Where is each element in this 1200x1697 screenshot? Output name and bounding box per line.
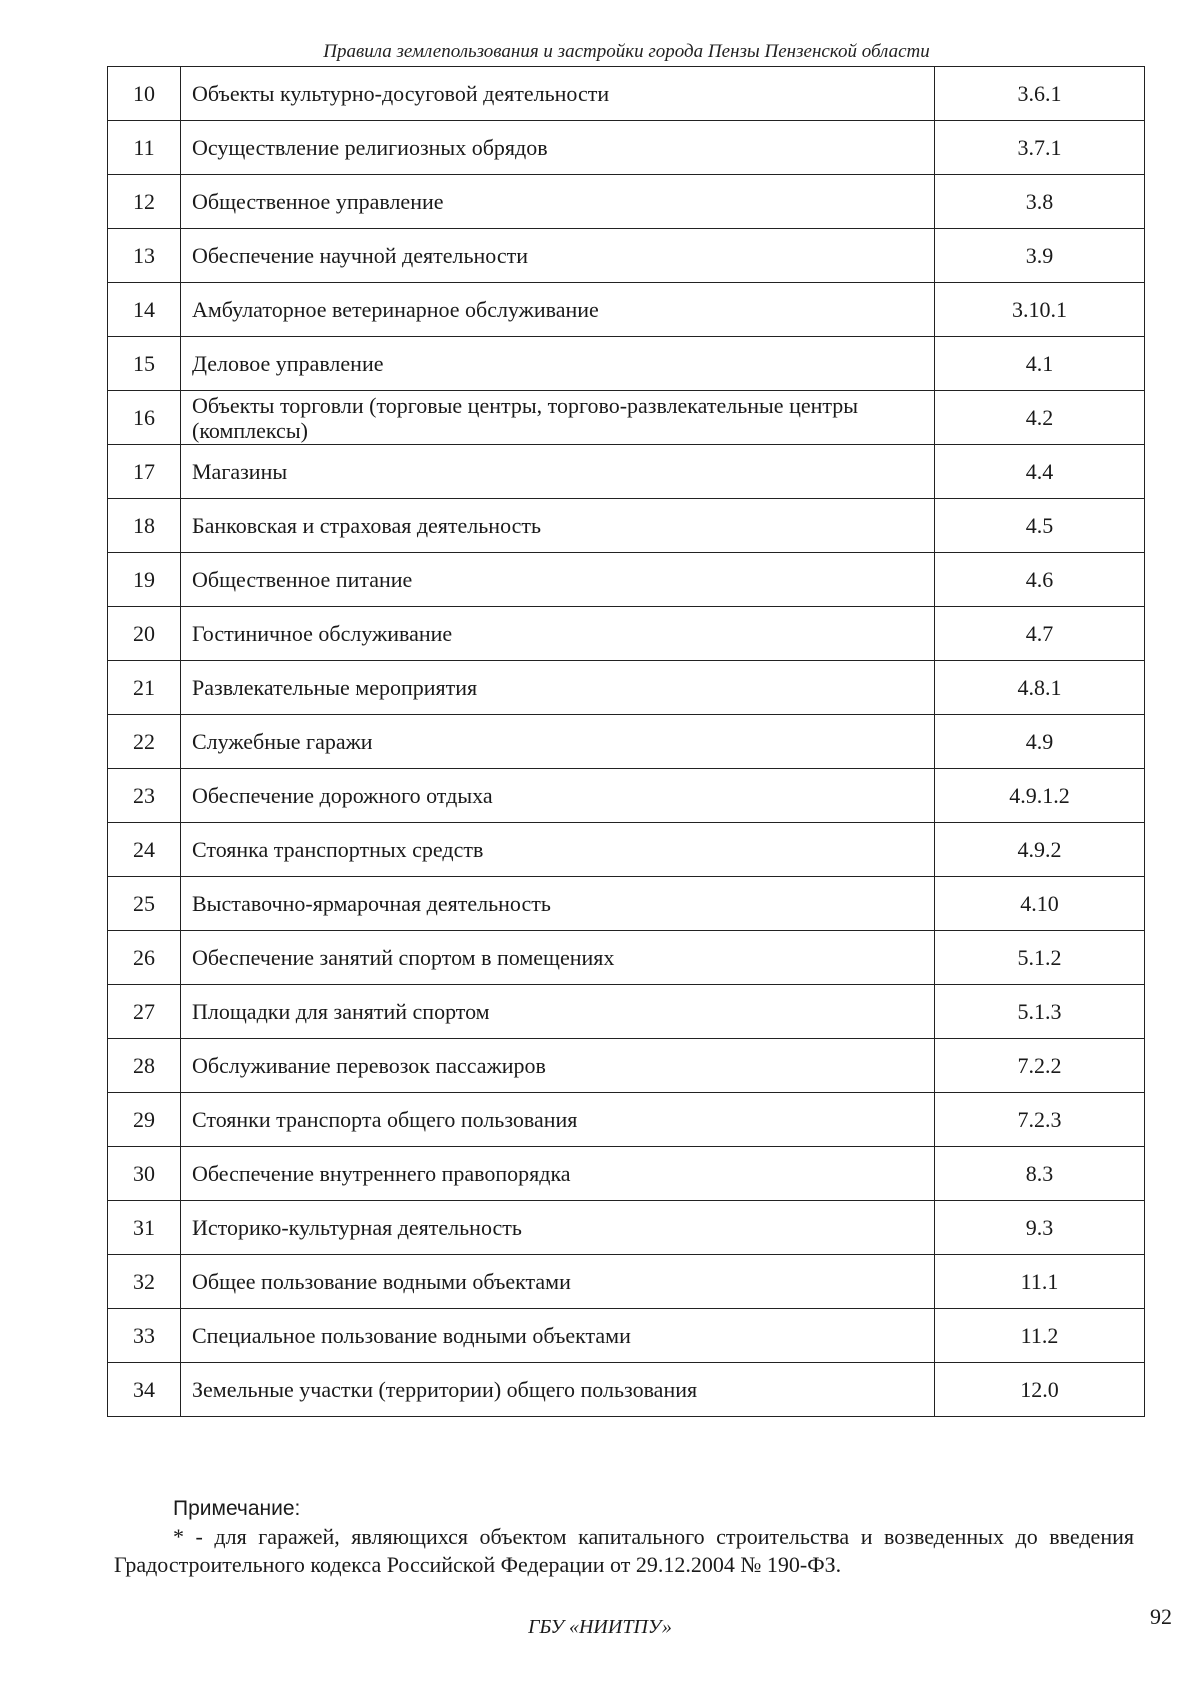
land-use-code-cell: 11.1 — [935, 1255, 1145, 1309]
land-use-name-cell: Стоянки транспорта общего пользования — [181, 1093, 935, 1147]
table-row — [108, 1147, 1145, 1201]
table-row — [108, 715, 1145, 769]
land-use-code-cell: 3.6.1 — [935, 67, 1145, 121]
row-number-cell: 24 — [108, 823, 181, 877]
land-use-name-cell: Стоянка транспортных средств — [181, 823, 935, 877]
table-row — [108, 67, 1145, 121]
land-use-code-cell: 9.3 — [935, 1201, 1145, 1255]
table-row — [108, 877, 1145, 931]
table-row — [108, 445, 1145, 499]
land-use-name-cell: Обеспечение дорожного отдыха — [181, 769, 935, 823]
row-number-cell: 16 — [108, 391, 181, 445]
land-use-code-cell: 7.2.3 — [935, 1093, 1145, 1147]
land-use-name-cell: Обеспечение занятий спортом в помещениях — [181, 931, 935, 985]
row-number-cell: 29 — [108, 1093, 181, 1147]
land-use-name-cell: Земельные участки (территории) общего пользования — [181, 1363, 935, 1417]
table-row — [108, 1363, 1145, 1417]
table-row — [108, 1309, 1145, 1363]
land-use-name-cell: Магазины — [181, 445, 935, 499]
land-use-code-cell: 5.1.2 — [935, 931, 1145, 985]
row-number-cell: 10 — [108, 67, 181, 121]
row-number-cell: 26 — [108, 931, 181, 985]
table-row — [108, 769, 1145, 823]
table-row — [108, 931, 1145, 985]
land-use-code-cell: 4.9.2 — [935, 823, 1145, 877]
land-use-code-cell: 3.7.1 — [935, 121, 1145, 175]
land-use-name-cell: Амбулаторное ветеринарное обслуживание — [181, 283, 935, 337]
table-row — [108, 985, 1145, 1039]
row-number-cell: 15 — [108, 337, 181, 391]
land-use-name-cell: Банковская и страховая деятельность — [181, 499, 935, 553]
land-use-code-cell: 4.9 — [935, 715, 1145, 769]
row-number-cell: 21 — [108, 661, 181, 715]
row-number-cell: 33 — [108, 1309, 181, 1363]
table-row — [108, 283, 1145, 337]
table-row — [108, 823, 1145, 877]
land-use-code-cell: 5.1.3 — [935, 985, 1145, 1039]
land-use-code-cell: 4.5 — [935, 499, 1145, 553]
table-row — [108, 229, 1145, 283]
land-use-code-cell: 3.8 — [935, 175, 1145, 229]
row-number-cell: 30 — [108, 1147, 181, 1201]
land-use-table — [107, 66, 1145, 1417]
land-use-name-cell: Гостиничное обслуживание — [181, 607, 935, 661]
land-use-name-cell: Общественное питание — [181, 553, 935, 607]
row-number-cell: 20 — [108, 607, 181, 661]
land-use-name-cell: Обслуживание перевозок пассажиров — [181, 1039, 935, 1093]
row-number-cell: 19 — [108, 553, 181, 607]
row-number-cell: 13 — [108, 229, 181, 283]
row-number-cell: 18 — [108, 499, 181, 553]
row-number-cell: 25 — [108, 877, 181, 931]
land-use-code-cell: 4.10 — [935, 877, 1145, 931]
row-number-cell: 31 — [108, 1201, 181, 1255]
page-number: 92 — [1150, 1604, 1172, 1629]
row-number-cell: 11 — [108, 121, 181, 175]
footer-organization: ГБУ «НИИТПУ» — [528, 1616, 672, 1638]
land-use-name-cell: Деловое управление — [181, 337, 935, 391]
table-row — [108, 661, 1145, 715]
land-use-name-cell: Общественное управление — [181, 175, 935, 229]
land-use-name-cell: Объекты культурно-досуговой деятельности — [181, 67, 935, 121]
row-number-cell: 22 — [108, 715, 181, 769]
table-body — [108, 67, 1145, 1417]
land-use-code-cell: 4.7 — [935, 607, 1145, 661]
row-number-cell: 23 — [108, 769, 181, 823]
table-row — [108, 391, 1145, 445]
row-number-cell: 17 — [108, 445, 181, 499]
table-row — [108, 1039, 1145, 1093]
row-number-cell: 27 — [108, 985, 181, 1039]
land-use-code-cell: 4.2 — [935, 391, 1145, 445]
land-use-name-cell: Выставочно-ярмарочная деятельность — [181, 877, 935, 931]
table-row — [108, 1201, 1145, 1255]
land-use-code-cell: 7.2.2 — [935, 1039, 1145, 1093]
land-use-name-cell: Обеспечение научной деятельности — [181, 229, 935, 283]
land-use-name-cell: Развлекательные мероприятия — [181, 661, 935, 715]
land-use-name-cell: Площадки для занятий спортом — [181, 985, 935, 1039]
land-use-code-cell: 12.0 — [935, 1363, 1145, 1417]
land-use-code-cell: 4.6 — [935, 553, 1145, 607]
row-number-cell: 32 — [108, 1255, 181, 1309]
row-number-cell: 28 — [108, 1039, 181, 1093]
land-use-name-cell: Обеспечение внутреннего правопорядка — [181, 1147, 935, 1201]
table-row — [108, 553, 1145, 607]
table-row — [108, 1255, 1145, 1309]
land-use-name-cell: Специальное пользование водными объектами — [181, 1309, 935, 1363]
land-use-code-cell: 4.9.1.2 — [935, 769, 1145, 823]
row-number-cell: 34 — [108, 1363, 181, 1417]
land-use-name-cell: Историко-культурная деятельность — [181, 1201, 935, 1255]
land-use-name-cell: Осуществление религиозных обрядов — [181, 121, 935, 175]
table-row — [108, 337, 1145, 391]
land-use-name-cell: Общее пользование водными объектами — [181, 1255, 935, 1309]
table-row — [108, 1093, 1145, 1147]
table-row — [108, 499, 1145, 553]
land-use-code-cell: 4.1 — [935, 337, 1145, 391]
land-use-code-cell: 4.8.1 — [935, 661, 1145, 715]
land-use-code-cell: 3.9 — [935, 229, 1145, 283]
row-number-cell: 12 — [108, 175, 181, 229]
land-use-name-cell: Служебные гаражи — [181, 715, 935, 769]
land-use-code-cell: 4.4 — [935, 445, 1145, 499]
table-row — [108, 607, 1145, 661]
land-use-code-cell: 3.10.1 — [935, 283, 1145, 337]
table-row — [108, 121, 1145, 175]
note-text: * - для гаражей, являющихся объектом капитального строительства и возведенных до введения Градостроительного кодекса Российской Федерации от 29.12.2004 № 190-ФЗ. — [114, 1524, 1134, 1577]
row-number-cell: 14 — [108, 283, 181, 337]
table-row — [108, 175, 1145, 229]
land-use-name-cell: Объекты торговли (торговые центры, торгово-развлекательные центры (комплексы) — [181, 391, 935, 445]
land-use-code-cell: 8.3 — [935, 1147, 1145, 1201]
land-use-code-cell: 11.2 — [935, 1309, 1145, 1363]
page-header-title: Правила землепользования и застройки города Пензы Пензенской области — [323, 41, 930, 62]
note-title: Примечание: — [173, 1497, 301, 1520]
